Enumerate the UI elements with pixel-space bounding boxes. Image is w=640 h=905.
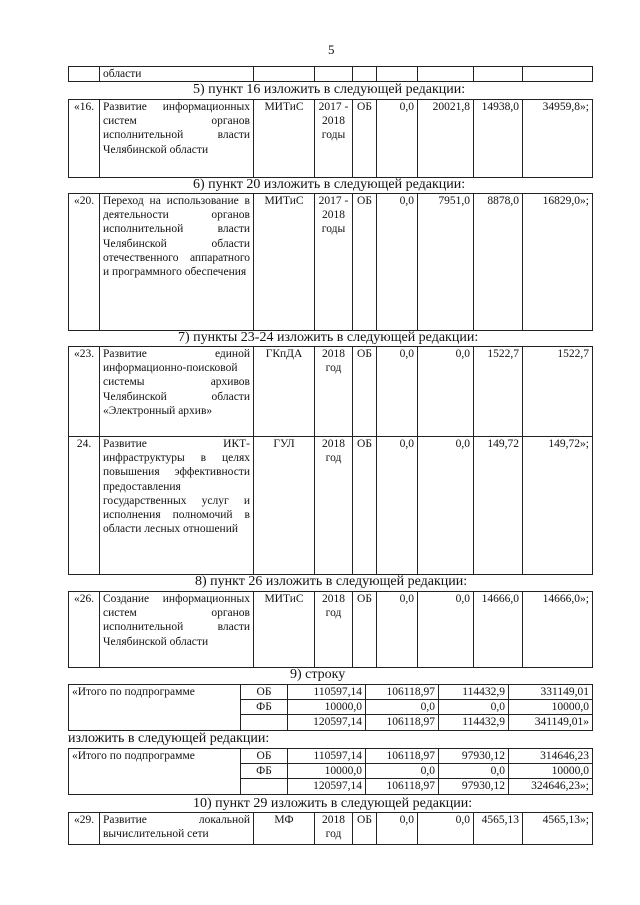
cell — [69, 67, 100, 82]
cell — [474, 67, 523, 82]
value-cell: 0,0 — [377, 347, 418, 437]
value-cell: 0,0 — [377, 100, 418, 178]
value-cell: 0,0 — [366, 764, 439, 779]
value-cell: 106118,97 — [366, 779, 439, 794]
value-cell: 324646,23»; — [509, 779, 593, 794]
value-cell: 97930,12 — [439, 749, 509, 764]
item-number: «29. — [69, 813, 100, 845]
funding-source: ОБ — [241, 685, 288, 700]
value-cell: 14666,0»; — [523, 592, 593, 668]
value-cell: 114432,9 — [439, 715, 509, 730]
item-name: области — [100, 67, 254, 82]
funding-source: ОБ — [353, 813, 377, 845]
item-number: «20. — [69, 194, 100, 331]
value-cell: 0,0 — [418, 347, 474, 437]
table-items-23-24 — [68, 346, 593, 575]
funding-source — [241, 715, 288, 730]
funding-source: ОБ — [353, 437, 377, 575]
heading-item-20: 6) пункт 20 изложить в следующей редакции: — [193, 177, 466, 192]
responsible-body: МИТиС — [254, 100, 315, 178]
value-cell: 10000,0 — [288, 764, 366, 779]
period: 2018 год — [315, 437, 353, 575]
period: 2018 год — [315, 592, 353, 668]
cell — [254, 67, 315, 82]
value-cell: 110597,14 — [288, 685, 366, 700]
cell — [523, 67, 593, 82]
funding-source: ОБ — [241, 749, 288, 764]
value-cell: 114432,9 — [439, 685, 509, 700]
table-total-new — [68, 748, 593, 795]
funding-source: ФБ — [241, 764, 288, 779]
item-number: «16. — [69, 100, 100, 178]
period: 2018 год — [315, 347, 353, 437]
item-number: «23. — [69, 347, 100, 437]
value-cell: 331149,01 — [509, 685, 593, 700]
value-cell: 34959,8»; — [523, 100, 593, 178]
funding-source: ОБ — [353, 347, 377, 437]
table-total-old — [68, 684, 593, 731]
funding-source: ОБ — [353, 194, 377, 331]
heading-item-29: 10) пункт 29 изложить в следующей редакции: — [193, 796, 473, 811]
value-cell: 149,72 — [474, 437, 523, 575]
funding-source — [241, 779, 288, 794]
value-cell: 7951,0 — [418, 194, 474, 331]
value-cell: 0,0 — [377, 813, 418, 845]
value-cell: 106118,97 — [366, 715, 439, 730]
value-cell: 10000,0 — [509, 700, 593, 715]
funding-source: ОБ — [353, 100, 377, 178]
value-cell: 1522,7 — [523, 347, 593, 437]
cell — [377, 67, 418, 82]
value-cell: 149,72»; — [523, 437, 593, 575]
heading-total-row: 9) строку — [290, 667, 346, 682]
item-number: 24. — [69, 437, 100, 575]
responsible-body: МИТиС — [254, 194, 315, 331]
value-cell: 314646,23 — [509, 749, 593, 764]
item-number: «26. — [69, 592, 100, 668]
item-name: Развитие ИКТ-инфраструктуры в целях повышения эффективности предоставления государственных услуг и исполнения полномочий в области лесных отношений — [100, 437, 254, 575]
item-name: Переход на использование в деятельности органов исполнительной власти Челябинской области отечественного аппаратного и программного обеспечения — [100, 194, 254, 331]
value-cell: 10000,0 — [509, 764, 593, 779]
period: 2017 - 2018 годы — [315, 194, 353, 331]
responsible-body: МИТиС — [254, 592, 315, 668]
value-cell: 0,0 — [377, 592, 418, 668]
responsible-body: ГКпДА — [254, 347, 315, 437]
cell — [315, 67, 353, 82]
cell — [418, 67, 474, 82]
value-cell: 20021,8 — [418, 100, 474, 178]
value-cell: 0,0 — [439, 764, 509, 779]
table-item-16 — [68, 99, 593, 178]
item-name: Создание информационных систем органов исполнительной власти Челябинской области — [100, 592, 254, 668]
value-cell: 0,0 — [377, 437, 418, 575]
top-fragment-table — [68, 66, 593, 82]
value-cell: 120597,14 — [288, 715, 366, 730]
value-cell: 10000,0 — [288, 700, 366, 715]
value-cell: 0,0 — [418, 592, 474, 668]
heading-new-version: изложить в следующей редакции: — [68, 731, 270, 746]
value-cell: 8878,0 — [474, 194, 523, 331]
value-cell: 341149,01» — [509, 715, 593, 730]
responsible-body: ГУЛ — [254, 437, 315, 575]
page-number: 5 — [328, 42, 335, 57]
item-name: Развитие единой информационно-поисковой системы архивов Челябинской области «Электронный архив» — [100, 347, 254, 437]
value-cell: 97930,12 — [439, 779, 509, 794]
value-cell: 110597,14 — [288, 749, 366, 764]
value-cell: 14666,0 — [474, 592, 523, 668]
value-cell: 106118,97 — [366, 685, 439, 700]
funding-source: ОБ — [353, 592, 377, 668]
value-cell: 1522,7 — [474, 347, 523, 437]
total-label: «Итого по подпрограмме — [69, 749, 241, 795]
heading-items-23-24: 7) пункты 23-24 изложить в следующей редакции: — [178, 330, 479, 345]
responsible-body: МФ — [254, 813, 315, 845]
heading-item-26: 8) пункт 26 изложить в следующей редакции: — [195, 574, 468, 589]
value-cell: 4565,13»; — [523, 813, 593, 845]
table-item-29 — [68, 812, 593, 845]
cell — [353, 67, 377, 82]
value-cell: 120597,14 — [288, 779, 366, 794]
item-name: Развитие информационных систем органов исполнительной власти Челябинской области — [100, 100, 254, 178]
value-cell: 16829,0»; — [523, 194, 593, 331]
total-label: «Итого по подпрограмме — [69, 685, 241, 731]
table-item-26 — [68, 591, 593, 668]
value-cell: 0,0 — [439, 700, 509, 715]
table-item-20 — [68, 193, 593, 331]
heading-item-16: 5) пункт 16 изложить в следующей редакции: — [193, 82, 466, 97]
value-cell: 4565,13 — [474, 813, 523, 845]
value-cell: 0,0 — [377, 194, 418, 331]
value-cell: 0,0 — [418, 813, 474, 845]
value-cell: 0,0 — [418, 437, 474, 575]
period: 2017 - 2018 годы — [315, 100, 353, 178]
value-cell: 106118,97 — [366, 749, 439, 764]
period: 2018 год — [315, 813, 353, 845]
funding-source: ФБ — [241, 700, 288, 715]
value-cell: 0,0 — [366, 700, 439, 715]
item-name: Развитие локальной вычислительной сети — [100, 813, 254, 845]
value-cell: 14938,0 — [474, 100, 523, 178]
